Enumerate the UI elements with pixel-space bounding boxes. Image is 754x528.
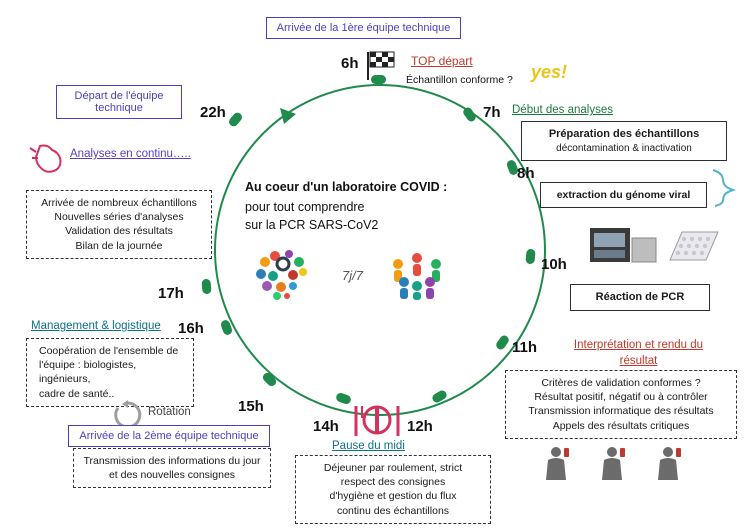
continuous-analyses-title: Analyses en continu….. xyxy=(70,148,191,160)
hour-7h: 7h xyxy=(483,104,501,121)
management-box xyxy=(26,338,194,407)
hour-8h: 8h xyxy=(517,165,535,182)
management-item: cadre de santé.. xyxy=(39,387,115,400)
checkered-flag-icon xyxy=(364,48,398,82)
sample-preparation-box xyxy=(521,121,727,161)
yes-answer: yes! xyxy=(531,62,568,82)
timeline-dot-17h xyxy=(201,279,211,295)
continuous-item: Arrivée de nombreux échantillons xyxy=(41,197,197,209)
interpretation-items-box xyxy=(505,370,737,439)
continuous-analyses-box xyxy=(26,190,212,259)
center-title: Au coeur d'un laboratoire COVID : xyxy=(245,180,448,194)
hour-22h: 22h xyxy=(200,104,226,121)
center-subtitle-2: sur la PCR SARS-CoV2 xyxy=(245,218,379,232)
rotation-label: Rotation xyxy=(148,406,191,418)
extraction-box: extraction du génome viral xyxy=(540,182,707,208)
team-icon xyxy=(388,248,446,300)
hour-10h: 10h xyxy=(541,256,567,273)
management-item: Coopération de l'ensemble de xyxy=(39,345,179,357)
management-item: l'équipe : biologistes, ingénieurs, xyxy=(39,359,137,386)
interpretation-title: Interprétation et rendu du résultat xyxy=(573,339,704,367)
arrival-first-team-label: Arrivée de la 1ère équipe technique xyxy=(266,17,461,39)
pcr-reaction-box: Réaction de PCR xyxy=(570,284,710,311)
hour-16h: 16h xyxy=(178,320,204,337)
hour-14h: 14h xyxy=(313,418,339,435)
prep-subtitle: décontamination & inactivation xyxy=(556,142,692,154)
continuous-item: Validation des résultats xyxy=(65,225,173,238)
dna-icon xyxy=(709,168,745,208)
result-call-icons xyxy=(534,444,704,492)
interpretation-item: Critères de validation conformes ? xyxy=(541,377,701,389)
hour-11h: 11h xyxy=(512,339,538,356)
microplate-icon xyxy=(664,226,720,268)
seven-days-label: 7j/7 xyxy=(342,268,363,283)
prep-title: Préparation des échantillons xyxy=(548,128,700,140)
continuous-item: Bilan de la journée xyxy=(75,239,163,252)
lunch-item: continu des échantillons xyxy=(336,504,450,517)
interpretation-item: Appels des résultats critiques xyxy=(552,419,690,432)
analyses-start-title: Début des analyses xyxy=(512,104,614,116)
lunch-box xyxy=(295,455,491,524)
arrival-second-team-label: Arrivée de la 2ème équipe technique xyxy=(68,425,270,447)
conformity-question: Échantillon conforme ? xyxy=(406,74,513,86)
management-title: Management & logistique xyxy=(31,320,161,332)
transmission-item: et des nouvelles consignes xyxy=(108,469,236,482)
lunch-title: Pause du midi xyxy=(332,440,405,452)
transmission-box xyxy=(73,448,271,488)
top-depart-title: TOP départ xyxy=(411,54,473,68)
interpretation-item: Résultat positif, négatif ou à contrôler xyxy=(534,391,708,404)
brain-icon xyxy=(253,248,315,302)
center-subtitle-1: pour tout comprendre xyxy=(245,200,365,214)
pointing-hand-icon xyxy=(26,142,66,174)
sequencer-icon xyxy=(588,222,660,270)
transmission-item: Transmission des informations du jour xyxy=(83,455,261,467)
hour-17h: 17h xyxy=(158,285,184,302)
cutlery-plate-icon xyxy=(350,402,404,440)
lunch-item: respect des consignes xyxy=(340,476,446,489)
interpretation-item: Transmission informatique des résultats xyxy=(528,405,714,418)
hour-6h: 6h xyxy=(341,55,359,72)
hour-12h: 12h xyxy=(407,418,433,435)
hour-15h: 15h xyxy=(238,398,264,415)
lunch-item: Déjeuner par roulement, strict xyxy=(323,462,463,474)
lunch-item: d'hygiène et gestion du flux xyxy=(329,490,457,503)
departure-team-label: Départ de l'équipe technique xyxy=(56,85,182,119)
center-text xyxy=(245,180,475,232)
continuous-item: Nouvelles séries d'analyses xyxy=(54,211,184,224)
